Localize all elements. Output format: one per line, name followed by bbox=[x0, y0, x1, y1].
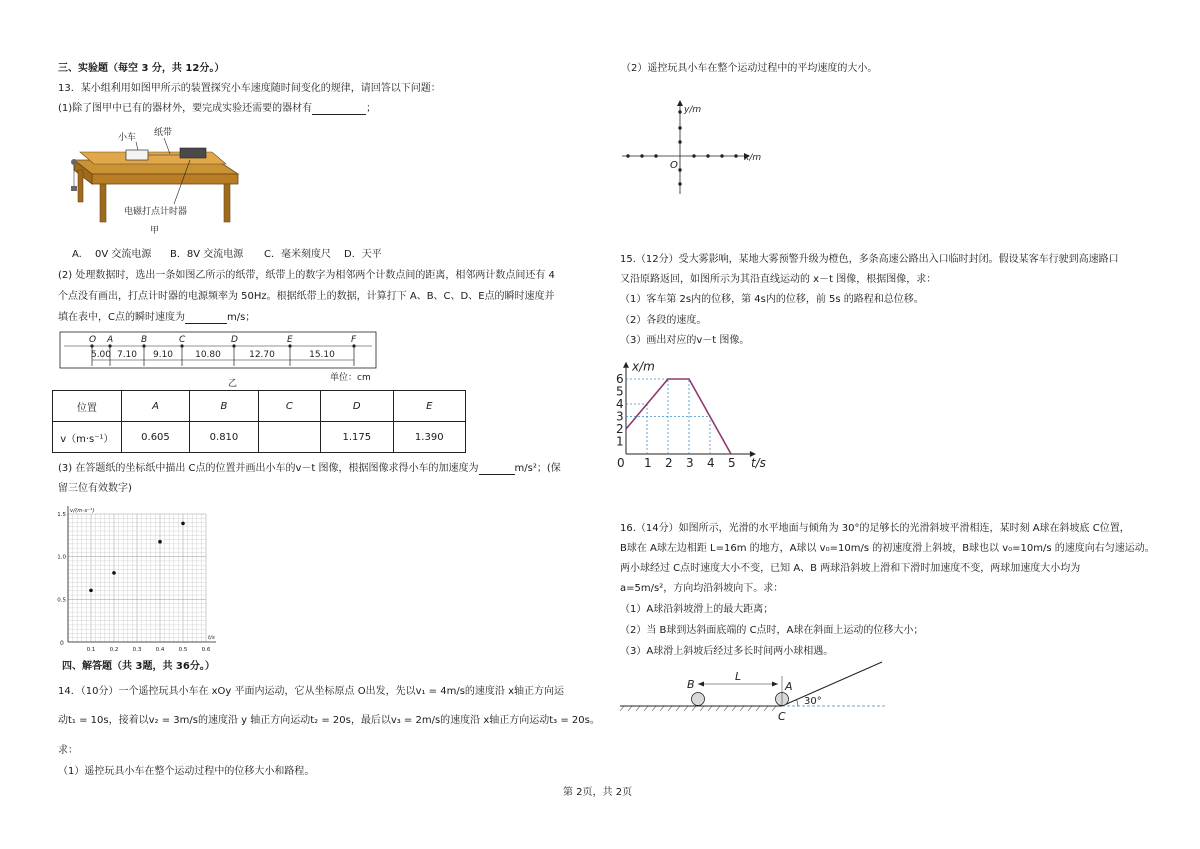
label-timer: 电磁打点计时器 bbox=[124, 207, 188, 217]
axis-tick-dot bbox=[706, 154, 709, 157]
xt-chart bbox=[612, 352, 772, 474]
caption-yi: 乙 bbox=[228, 379, 238, 388]
data-point bbox=[89, 589, 93, 593]
q13-part2-line1: (2) 处理数据时，选出一条如图乙所示的纸带，纸带上的数字为相邻两个计数点间的距离，相邻两计数点间还有 4 bbox=[58, 270, 555, 281]
tape-unit: 单位：cm bbox=[330, 373, 371, 383]
page-footer: 第 2页，共 2页 bbox=[563, 787, 633, 798]
q13-part1-end: ； bbox=[366, 103, 377, 114]
q15-part3: （3）画出对应的v－t 图像。 bbox=[620, 335, 750, 346]
q14-part1: （1）遥控玩具小车在整个运动过程中的位移大小和路程。 bbox=[58, 766, 315, 777]
table-cell: B bbox=[190, 391, 259, 422]
x-tick-label: 4 bbox=[707, 456, 715, 470]
label-c: C bbox=[778, 710, 786, 723]
vt-chart bbox=[54, 502, 224, 654]
section4-title: 四、解答题（共 3题，共 36分。） bbox=[62, 661, 215, 672]
y-tick-label: 1.0 bbox=[57, 554, 66, 561]
tape-point-label: A bbox=[107, 335, 114, 345]
q15-part2: （2）各段的速度。 bbox=[620, 315, 707, 326]
section3-title: 三、实验题（每空 3 分，共 12分。） bbox=[58, 63, 225, 74]
table-cell: v（m·s⁻¹） bbox=[53, 422, 122, 453]
q16-line4: a=5m/s²，方向均沿斜坡向下。求： bbox=[620, 583, 784, 594]
table-cell: 位置 bbox=[53, 391, 122, 422]
q16-part3: （3）A球滑上斜坡后经过多长时间两小球相遇。 bbox=[620, 646, 834, 657]
axis-tick-dot bbox=[678, 168, 681, 171]
q14-part2: （2）遥控玩具小车在整个运动过程中的平均速度的大小。 bbox=[621, 63, 878, 74]
q16-line3: 两小球经过 C点时速度大小不变，已知 A、B 两球沿斜坡上滑和下滑时加速度不变，两球加速度大小均为 bbox=[620, 563, 1081, 574]
table-cell: C bbox=[258, 391, 320, 422]
table-cell: 0.605 bbox=[121, 422, 190, 453]
q14-line2: 动t₁ = 10s，接着以v₂ = 3m/s的速度沿 y 轴正方向运动t₂ = 20s，最后以v₃ = 2m/s的速度沿 x轴正方向运动t₃ = 20s。 bbox=[58, 715, 600, 726]
axis-tick-dot bbox=[734, 154, 737, 157]
answer-blank bbox=[185, 323, 227, 324]
x-axis-label: x/m bbox=[744, 153, 762, 163]
label-b: B bbox=[687, 678, 695, 691]
tape-distance-label: 10.80 bbox=[195, 350, 221, 360]
table-row bbox=[53, 391, 466, 422]
q13-intro: 13．某小组利用如图甲所示的装置探究小车速度随时间变化的规律，请回答以下问题： bbox=[58, 83, 441, 94]
q13-part3-line2: 留三位有效数字) bbox=[58, 483, 132, 494]
axis-tick-dot bbox=[678, 126, 681, 129]
q13-part2-line2: 个点没有画出，打点计时器的电源频率为 50Hz。根据纸带上的数据，计算打下 A、B、C、D、E点的瞬时速度并 bbox=[58, 291, 555, 302]
q15-line2: 又沿原路返回，如图所示为其沿直线运动的 x－t 图像，根据图像，求： bbox=[620, 274, 937, 285]
q13-part3-line1-text: (3) 在答题纸的坐标纸中描出 C点的位置并画出小车的v－t 图像，根据图像求得小车的加速度为 bbox=[58, 463, 479, 474]
tape-point-label: O bbox=[89, 335, 97, 345]
q16-line2: B球在 A球左边相距 L=16m 的地方，A球以 v₀=10m/s 的初速度滑上斜坡，B球也以 v₀=10m/s 的速度向右匀速运动。 bbox=[620, 543, 1155, 554]
y-axis-label: y/m bbox=[684, 105, 702, 115]
origin-label: 0 bbox=[60, 640, 64, 647]
x-axis-title: t/s bbox=[208, 635, 215, 641]
tape-distance-label: 12.70 bbox=[249, 350, 275, 360]
axis-tick-dot bbox=[720, 154, 723, 157]
table-cell: 1.390 bbox=[393, 422, 466, 453]
x-tick-label: 1 bbox=[644, 456, 652, 470]
velocity-table bbox=[52, 390, 466, 453]
label-car: 小车 bbox=[118, 133, 137, 143]
tape-distance-label: 9.10 bbox=[152, 350, 174, 360]
q14-line1: 14．（10分）一个遥控玩具小车在 xOy 平面内运动，它从坐标原点 O出发，先以v₁ = 4m/s的速度沿 x轴正方向运 bbox=[58, 686, 565, 697]
x-tick-label: 0.2 bbox=[109, 647, 119, 653]
slope-figure bbox=[618, 656, 890, 726]
tape-point-label: C bbox=[179, 335, 186, 345]
y-tick-label: 1 bbox=[616, 434, 624, 449]
y-axis-title: v/(m·s⁻¹) bbox=[70, 508, 95, 514]
y-tick-label: 0.5 bbox=[57, 597, 66, 604]
q13-part2-line3-text: 填在表中，C点的瞬时速度为 bbox=[58, 312, 185, 323]
x-tick-label: 5 bbox=[728, 456, 736, 470]
q15-line1: 15.（12分）受大雾影响，某地大雾预警升级为橙色，多条高速公路出入口临时封闭。假设某客车行驶到高速路口 bbox=[620, 254, 1119, 265]
car-icon bbox=[126, 150, 148, 160]
origin-label: O bbox=[670, 160, 678, 171]
q16-part1: （1）A球沿斜坡滑上的最大距离； bbox=[620, 604, 774, 615]
data-point bbox=[158, 540, 162, 544]
x-tick-label: 0.1 bbox=[86, 647, 96, 653]
tape-distance-label: 5.00 bbox=[90, 350, 112, 360]
ball-b-icon bbox=[692, 693, 705, 706]
axis-tick-dot bbox=[678, 110, 681, 113]
option-a: A. 0V 交流电源 bbox=[72, 249, 152, 260]
tape-point-label: E bbox=[287, 335, 293, 345]
y-tick-label: 3 bbox=[616, 409, 624, 424]
x-axis-title: t/s bbox=[750, 456, 766, 470]
axis-tick-dot bbox=[654, 154, 657, 157]
q13-part3-line1 bbox=[58, 462, 561, 475]
table-cell: A bbox=[121, 391, 190, 422]
data-point bbox=[112, 571, 116, 575]
label-l: L bbox=[735, 670, 742, 683]
xy-axes-figure bbox=[618, 98, 778, 198]
label-angle: 30° bbox=[804, 696, 822, 707]
y-axis-arrow bbox=[623, 362, 629, 368]
table-cell: 0.810 bbox=[190, 422, 259, 453]
axis-tick-dot bbox=[692, 154, 695, 157]
x-tick-label: 2 bbox=[665, 456, 673, 470]
axis-tick-dot bbox=[678, 140, 681, 143]
tape-point-label: B bbox=[141, 335, 148, 345]
q13-part3-line1-unit: m/s²；(保 bbox=[514, 463, 561, 474]
y-axis-title: x/m bbox=[632, 359, 655, 374]
label-a: A bbox=[785, 680, 793, 693]
y-tick-label: 2 bbox=[616, 422, 624, 436]
table-cell: 1.175 bbox=[321, 422, 393, 453]
axis-tick-dot bbox=[640, 154, 643, 157]
timer-icon bbox=[180, 148, 206, 158]
label-tape: 纸带 bbox=[154, 128, 173, 138]
y-tick-label: 6 bbox=[616, 372, 624, 386]
answer-blank bbox=[479, 474, 515, 475]
x-tick-label: 0.4 bbox=[155, 647, 165, 653]
y-tick-label: 5 bbox=[616, 384, 624, 399]
table-cell bbox=[258, 422, 320, 453]
apparatus-figure bbox=[62, 122, 242, 237]
option-c: C．毫米刻度尺 bbox=[264, 249, 331, 260]
table-cell: E bbox=[393, 391, 466, 422]
x-tick-label: 3 bbox=[686, 456, 694, 470]
y-tick-label: 1.5 bbox=[57, 512, 66, 518]
tape-distance-label: 7.10 bbox=[116, 350, 138, 360]
q16-part2: （2）当 B球到达斜面底端的 C点时，A球在斜面上运动的位移大小； bbox=[620, 625, 924, 636]
q15-part1: （1）客车第 2s内的位移，第 4s内的位移，前 5s 的路程和总位移。 bbox=[620, 294, 924, 305]
q13-part2-line3-unit: m/s； bbox=[226, 312, 256, 323]
q16-line1: 16.（14分）如图所示，光滑的水平地面与倾角为 30°的足够长的光滑斜坡平滑相连，某时刻 A球在斜坡底 C位置， bbox=[620, 523, 1130, 534]
q13-part2-line3 bbox=[58, 311, 255, 324]
table-row bbox=[53, 422, 466, 453]
q13-part1 bbox=[58, 102, 376, 115]
axis-tick-dot bbox=[678, 182, 681, 185]
x-tick-label: 0 bbox=[617, 456, 625, 470]
caption-jia: 甲 bbox=[150, 226, 160, 236]
tape-point-label: F bbox=[351, 335, 357, 345]
tape-point-label: D bbox=[231, 335, 238, 345]
answer-blank bbox=[312, 114, 366, 115]
option-d: D．天平 bbox=[344, 249, 382, 260]
table-cell: D bbox=[321, 391, 393, 422]
tape-distance-label: 15.10 bbox=[309, 350, 335, 360]
axis-tick-dot bbox=[626, 154, 629, 157]
q14-ask: 求： bbox=[58, 745, 78, 756]
x-tick-label: 0.5 bbox=[178, 647, 188, 653]
x-tick-label: 0.3 bbox=[132, 647, 142, 653]
option-b: B．8V 交流电源 bbox=[170, 249, 244, 260]
q13-part1-text: (1)除了图甲中已有的器材外，要完成实验还需要的器材有 bbox=[58, 103, 313, 114]
data-point bbox=[181, 522, 185, 526]
y-tick-label: 4 bbox=[616, 397, 624, 411]
x-tick-label: 0.6 bbox=[201, 647, 211, 653]
